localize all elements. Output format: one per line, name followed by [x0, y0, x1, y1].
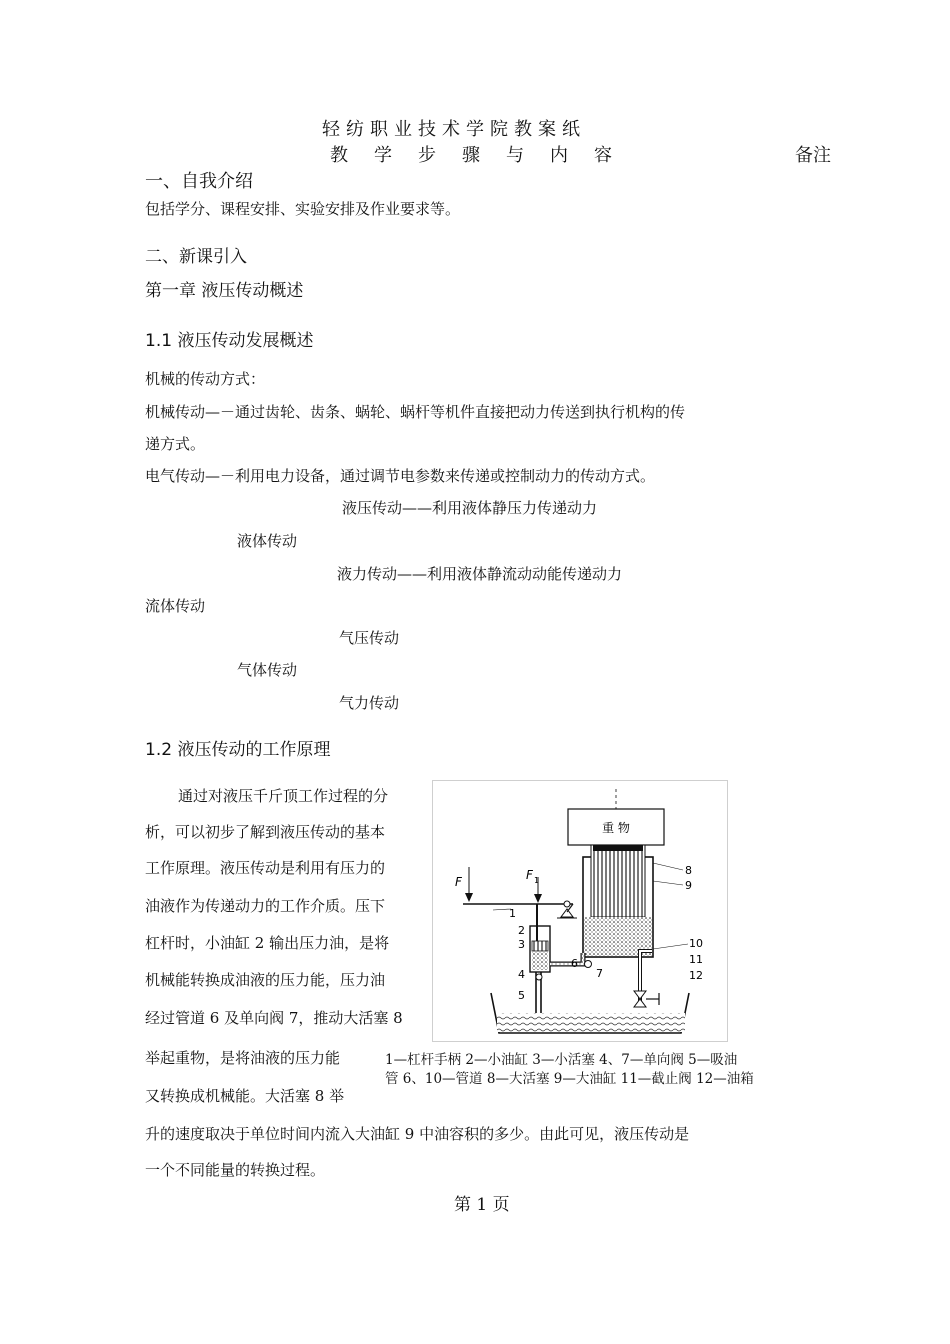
label-1: 1 [509, 907, 516, 920]
section-1-2-heading: 1.2 液压传动的工作原理 [145, 740, 331, 760]
label-6: 6 [571, 957, 578, 970]
label-10: 10 [689, 937, 703, 950]
modes-title: 机械的传动方式： [145, 370, 266, 388]
label-3: 3 [518, 938, 525, 951]
small-piston [532, 941, 548, 951]
mechanical-transmission-line-1: 机械传动—－通过齿轮、齿条、蜗轮、蜗杆等机件直接把动力传送到执行机构的传 [145, 403, 686, 421]
section-1-1-heading: 1.1 液压传动发展概述 [145, 331, 314, 351]
principle-line: 机械能转换成油液的压力能，压力油 [145, 971, 386, 989]
new-lesson-heading: 二、新课引入 [145, 247, 247, 267]
label-9: 9 [685, 879, 692, 892]
principle-line: 油液作为传递动力的工作介质。压下 [145, 897, 386, 915]
tree-gas-power: 气力传动 [339, 694, 400, 712]
tree-fluid: 流体传动 [145, 597, 206, 615]
tree-pneumatic: 气压传动 [339, 629, 400, 647]
check-valve-7 [585, 961, 592, 968]
notes-label: 备注 [795, 145, 831, 166]
principle-line: 又转换成机械能。大活塞 8 举 [145, 1087, 345, 1105]
principle-line: 通过对液压千斤顶工作过程的分 [178, 787, 389, 805]
principle-line-full: 升的速度取决于单位时间内流入大油缸 9 中油容积的多少。由此可见，液压传动是 [145, 1125, 690, 1143]
mechanical-transmission-line-2: 递方式。 [145, 435, 206, 453]
label-12: 12 [689, 969, 703, 982]
document-title: 轻纺职业技术学院教案纸 [322, 119, 586, 140]
label-2: 2 [518, 924, 525, 937]
force-F-label: F [455, 875, 462, 889]
intro-heading: 一、自我介绍 [145, 171, 253, 192]
electrical-transmission-line: 电气传动—－利用电力设备，通过调节电参数来传递或控制动力的传动方式。 [145, 467, 656, 485]
hydraulic-jack-figure [432, 780, 728, 1042]
figure-caption-line-2: 管 6、10—管道 8—大活塞 9—大油缸 11—截止阀 12—油箱 [385, 1071, 754, 1087]
weight-label: 重 物 [602, 821, 630, 835]
force-F1-label: F [526, 868, 533, 882]
document-subtitle: 教学步骤与内容 [330, 145, 638, 166]
tank-oil [497, 1013, 685, 1032]
tree-liquid: 液体传动 [237, 532, 298, 550]
figure-caption-line-1: 1—杠杆手柄 2—小油缸 3—小活塞 4、7—单向阀 5—吸油 [385, 1052, 738, 1068]
label-4: 4 [518, 968, 525, 981]
intro-text: 包括学分、课程安排、实验安排及作业要求等。 [145, 200, 461, 218]
tree-hydrodynamic: 液力传动——利用液体静流动动能传递动力 [337, 565, 623, 583]
principle-line: 工作原理。液压传动是利用有压力的 [145, 859, 386, 877]
label-8: 8 [685, 864, 692, 877]
tree-gas: 气体传动 [237, 661, 298, 679]
tree-hydrostatic: 液压传动——利用液体静压力传递动力 [342, 499, 598, 517]
page-number: 第 1 页 [454, 1195, 510, 1215]
principle-line: 经过管道 6 及单向阀 7，推动大活塞 8 [145, 1009, 403, 1027]
principle-line-full: 一个不同能量的转换过程。 [145, 1161, 326, 1179]
label-5: 5 [518, 989, 525, 1002]
label-11: 11 [689, 953, 703, 966]
principle-line: 析，可以初步了解到液压传动的基本 [145, 823, 386, 841]
hydraulic-jack-diagram [433, 781, 727, 1041]
big-piston [591, 845, 645, 917]
label-7: 7 [596, 967, 603, 980]
chapter-heading: 第一章 液压传动概述 [145, 281, 304, 301]
principle-line: 举起重物，是将油液的压力能 [145, 1049, 341, 1067]
force-F1-subscript: 1 [534, 876, 540, 885]
check-valve-4 [536, 974, 542, 980]
principle-line: 杠杆时，小油缸 2 输出压力油，是将 [145, 934, 390, 952]
